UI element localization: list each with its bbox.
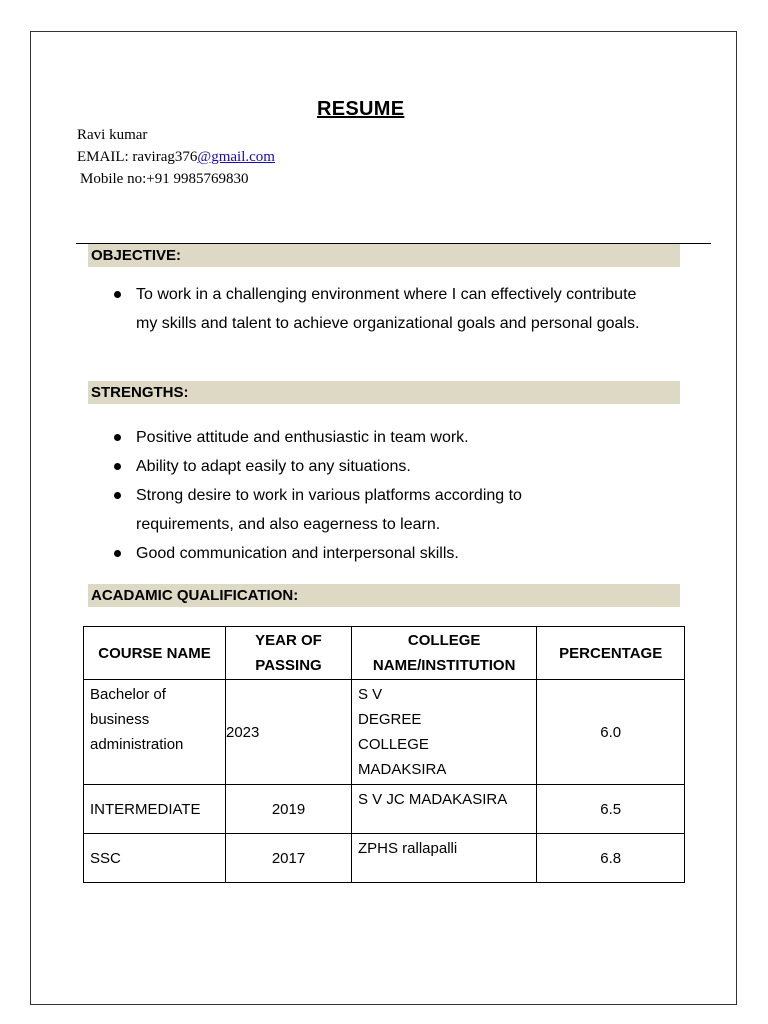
table-cell: 2019: [226, 785, 352, 834]
list-item: [112, 539, 592, 568]
resume-title: RESUME: [317, 98, 405, 120]
list-item: [112, 452, 592, 481]
academic-heading: ACADAMIC QUALIFICATION:: [88, 584, 680, 607]
column-header: COLLEGE NAME/INSTITUTION: [352, 627, 537, 680]
strength-text: Good communication and interpersonal skills.: [136, 545, 459, 562]
bullet-icon: [114, 492, 121, 499]
table-cell: ZPHS rallapalli: [352, 834, 537, 883]
bullet-icon: [114, 434, 121, 441]
table-cell: 2017: [226, 834, 352, 883]
table-cell: 6.5: [537, 785, 685, 834]
table-cell: INTERMEDIATE: [84, 785, 226, 834]
table-cell: 6.8: [537, 834, 685, 883]
table-row: [84, 680, 685, 785]
strengths-list: [112, 423, 592, 568]
strengths-heading: STRENGTHS:: [88, 381, 680, 404]
qualification-table: [83, 626, 685, 883]
candidate-name: Ravi kumar: [77, 127, 148, 143]
bullet-icon: [114, 550, 121, 557]
column-header: PERCENTAGE: [537, 627, 685, 680]
bullet-icon: [114, 463, 121, 470]
table-cell: 6.0: [537, 680, 685, 785]
email-prefix: EMAIL: ravirag376: [77, 149, 198, 165]
table-cell: S V JC MADAKASIRA: [352, 785, 537, 834]
table-row: [84, 785, 685, 834]
email-link[interactable]: @gmail.com: [197, 149, 275, 165]
mobile-number: Mobile no:+91 9985769830: [80, 171, 249, 187]
table-cell: Bachelor of business administration: [84, 680, 226, 785]
email-line: [77, 148, 275, 166]
column-header: COURSE NAME: [84, 627, 226, 680]
list-item: [112, 280, 652, 338]
objective-list: [112, 280, 652, 338]
objective-text: To work in a challenging environment where I can effectively contribute my skills and talent to achieve organizational goals and personal goals.: [136, 286, 640, 332]
strength-text: Positive attitude and enthusiastic in team work.: [136, 429, 469, 446]
table-header-row: [84, 627, 685, 680]
table-row: [84, 834, 685, 883]
column-header: YEAR OF PASSING: [226, 627, 352, 680]
list-item: [112, 481, 592, 539]
table-cell: S V DEGREE COLLEGE MADAKSIRA: [352, 680, 537, 785]
table-cell: SSC: [84, 834, 226, 883]
objective-heading: OBJECTIVE:: [88, 244, 680, 267]
strength-text: Strong desire to work in various platforms according to requirements, and also eagerness to learn.: [136, 487, 522, 533]
list-item: [112, 423, 592, 452]
strength-text: Ability to adapt easily to any situations.: [136, 458, 411, 475]
table-cell: 2023: [226, 680, 352, 785]
bullet-icon: [114, 291, 121, 298]
